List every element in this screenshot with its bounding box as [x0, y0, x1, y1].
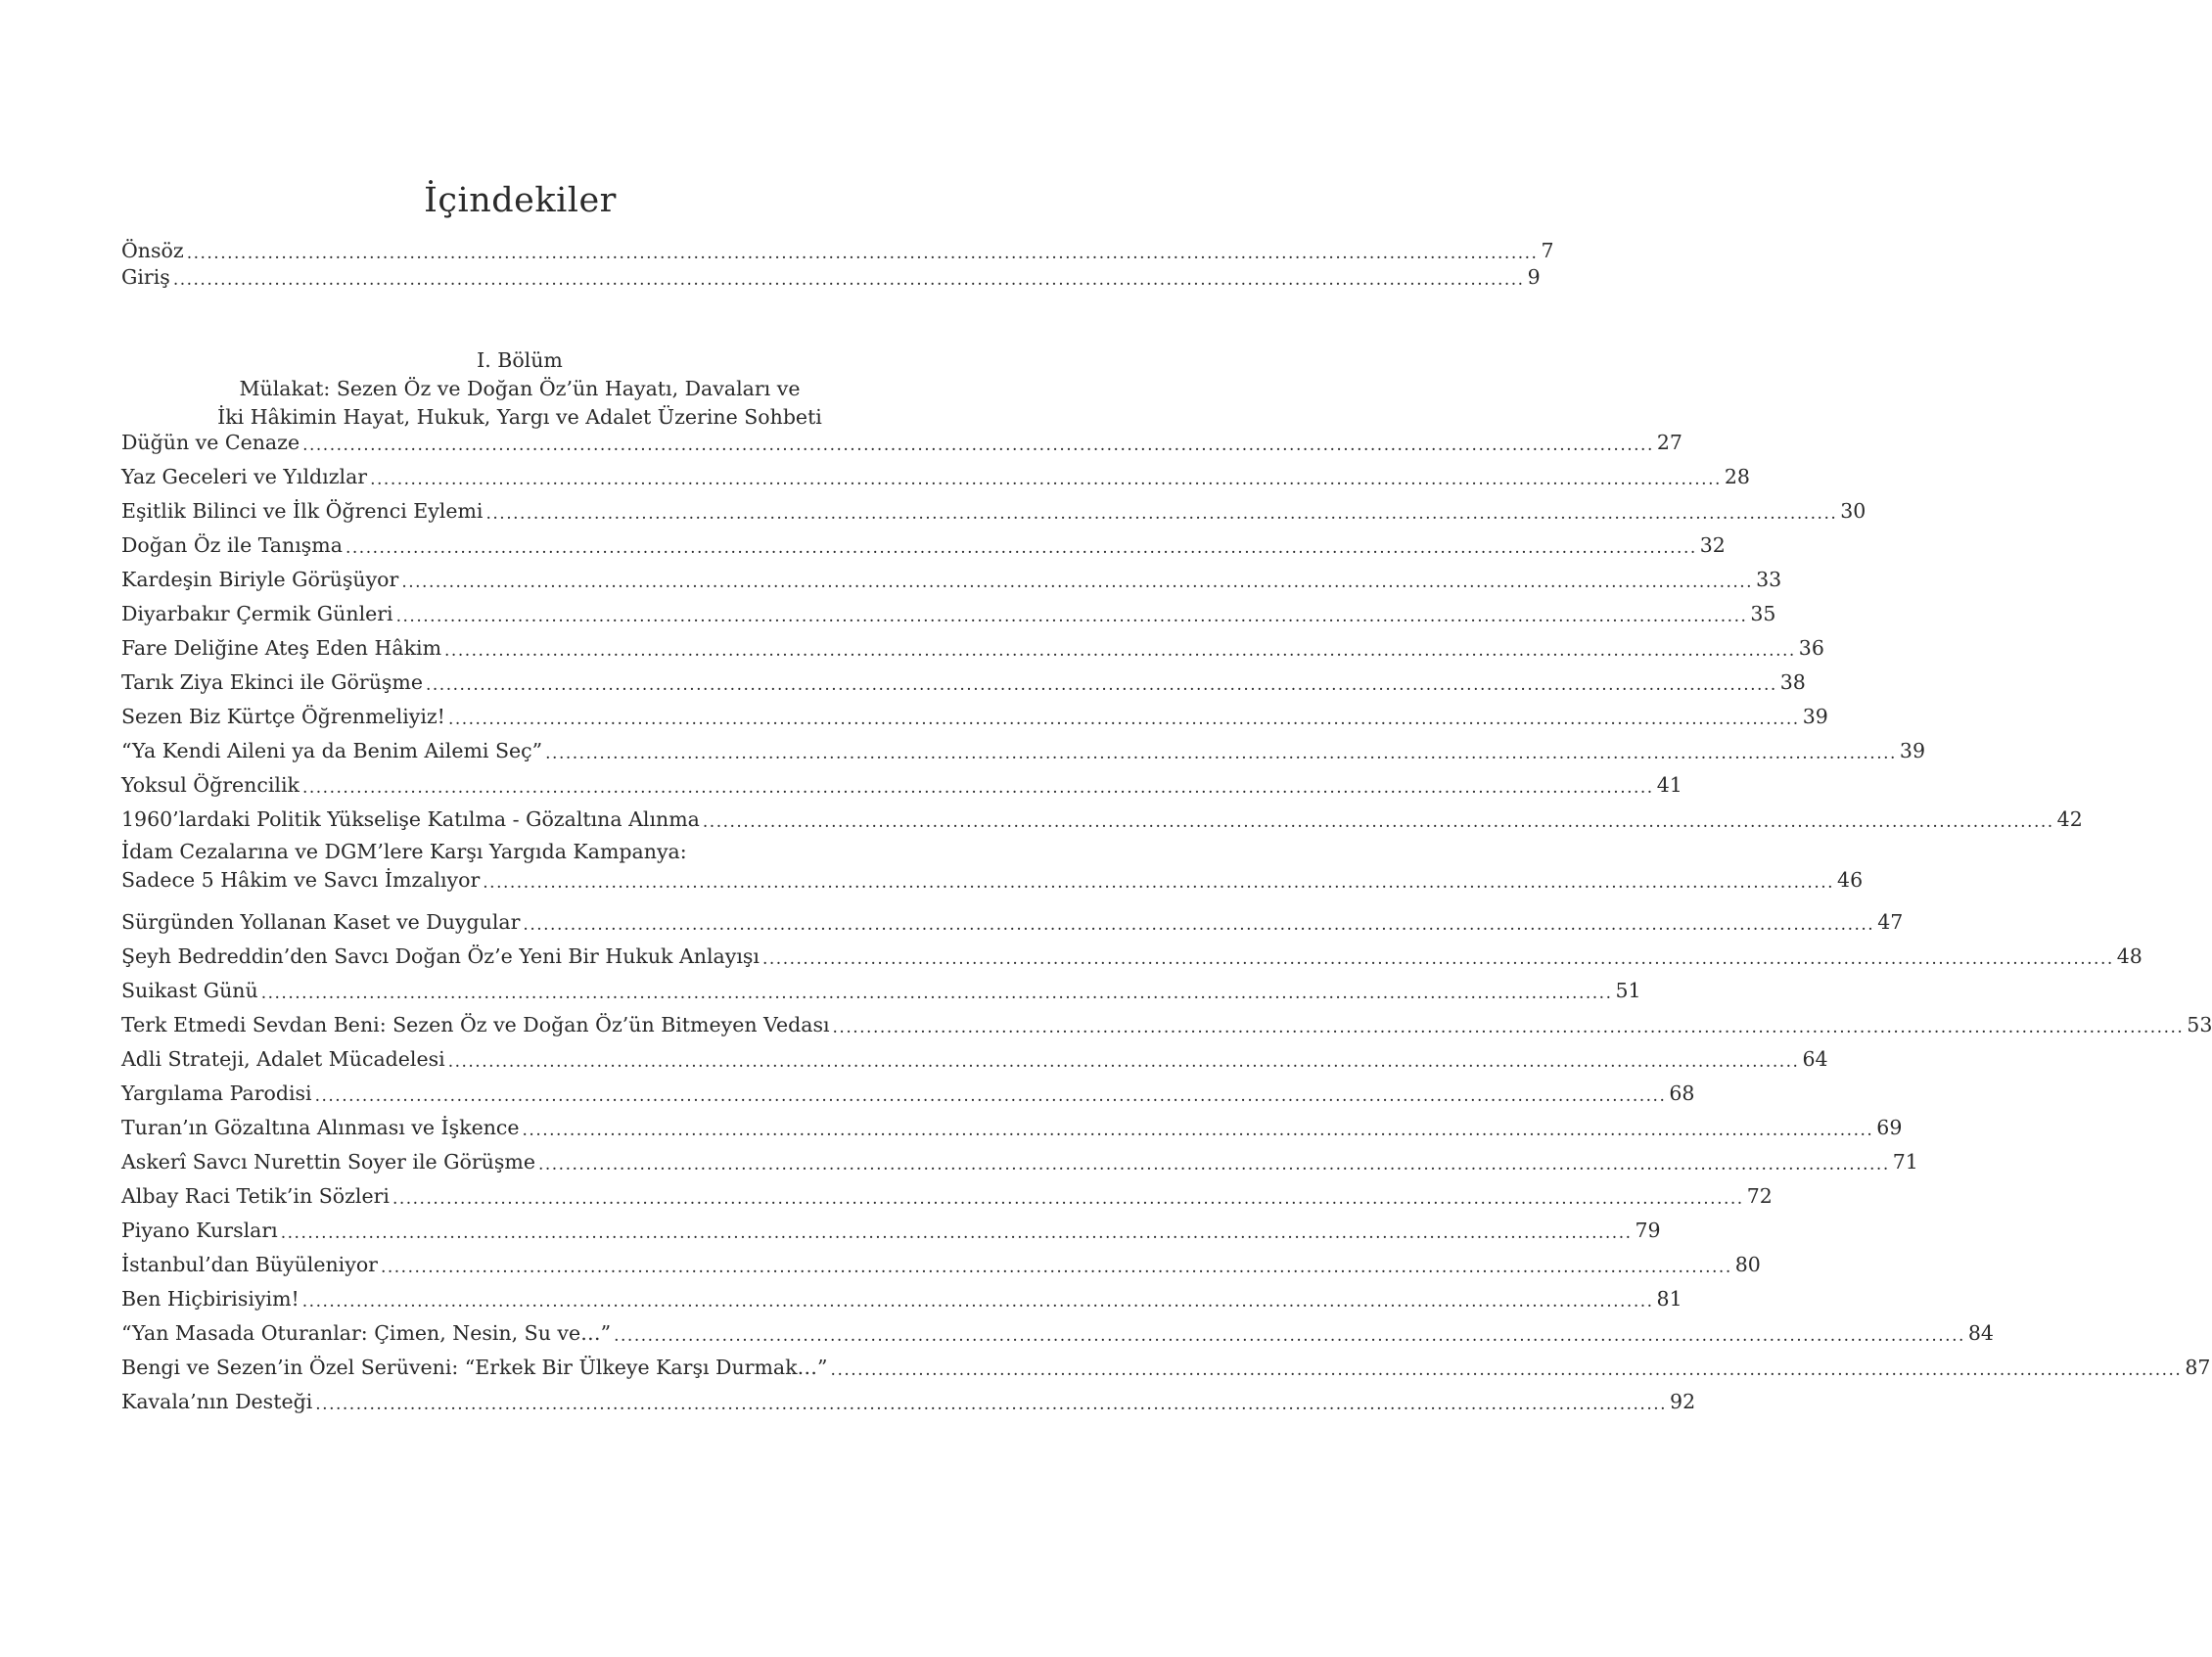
leader-dots: ........................................................................................................................................................................................................: [447, 709, 1800, 729]
leader-dots: ........................................................................................................................................................................................................: [345, 537, 1697, 558]
toc-entry-page: 41: [1656, 773, 1682, 798]
toc-entry-page: 51: [1615, 979, 1641, 1003]
toc-entry-page: 84: [1967, 1321, 1994, 1346]
toc-entry-label-line-1: İdam Cezalarına ve DGM’lere Karşı Yargıda Kampanya:: [121, 840, 687, 863]
toc-entry-label: Düğün ve Cenaze: [121, 431, 300, 455]
toc-entry[interactable]: [121, 1346, 2211, 1380]
toc-entry[interactable]: [121, 763, 1682, 798]
toc-entry[interactable]: [121, 489, 1866, 524]
toc-entry-label: Piyano Kursları: [121, 1219, 278, 1243]
toc-entry[interactable]: [121, 455, 1750, 489]
part-header: [121, 346, 918, 432]
toc-entry[interactable]: [121, 626, 1824, 661]
toc-entry-label: Doğan Öz ile Tanışma: [121, 533, 343, 558]
toc-entry-label: 1960’lardaki Politik Yükselişe Katılma - Gözaltına Alınma: [121, 807, 700, 832]
toc-entry-label: Sadece 5 Hâkim ve Savcı İmzalıyor: [121, 868, 481, 893]
toc-entry-page: 68: [1669, 1082, 1695, 1106]
toc-entry-page: 7: [1541, 239, 1554, 263]
leader-dots: ........................................................................................................................................................................................................: [395, 606, 1748, 626]
toc-entry[interactable]: [121, 729, 1925, 763]
toc-entry-label: “Yan Masada Oturanlar: Çimen, Nesin, Su ve…”: [121, 1321, 612, 1346]
toc-entry-label: Kavala’nın Desteği: [121, 1390, 313, 1414]
leader-dots: ........................................................................................................................................................................................................: [301, 1291, 1654, 1312]
toc-entry-label: Yargılama Parodisi: [121, 1082, 312, 1106]
leader-dots: ........................................................................................................................................................................................................: [485, 503, 1838, 524]
part-subtitle-line-1: Mülakat: Sezen Öz ve Doğan Öz’ün Hayatı, Davaları ve: [239, 377, 801, 400]
leader-dots: ........................................................................................................................................................................................................: [302, 435, 1654, 455]
toc-entry-label: Ben Hiçbirisiyim!: [121, 1287, 300, 1312]
leader-dots: ........................................................................................................................................................................................................: [260, 983, 1613, 1003]
toc-entry-label: Tarık Ziya Ekinci ile Görüşme: [121, 670, 423, 695]
toc-entry[interactable]: [121, 1312, 1994, 1346]
toc-entry-page: 9: [1527, 265, 1541, 290]
toc-entry-page: 69: [1876, 1116, 1903, 1140]
toc-entry[interactable]: [121, 1037, 1828, 1072]
toc-entry-onsoz[interactable]: [121, 238, 1554, 263]
toc-entry-label: Albay Raci Tetik’in Sözleri: [121, 1184, 390, 1209]
toc-entry[interactable]: [121, 1106, 1903, 1140]
leader-dots: ........................................................................................................................................................................................................: [401, 572, 1754, 592]
toc-entry-label: Suikast Günü: [121, 979, 258, 1003]
toc-entry[interactable]: [121, 421, 1682, 455]
toc-entry-label: “Ya Kendi Aileni ya da Benim Ailemi Seç”: [121, 739, 543, 763]
leader-dots: ........................................................................................................................................................................................................: [537, 1154, 1890, 1174]
toc-entry-label: Bengi ve Sezen’in Özel Serüveni: “Erkek Bir Ülkeye Karşı Durmak…”: [121, 1356, 828, 1380]
leader-dots: ........................................................................................................................................................................................................: [301, 777, 1654, 798]
leader-dots: ........................................................................................................................................................................................................: [392, 1188, 1744, 1209]
toc-entry[interactable]: [121, 798, 2083, 832]
leader-dots: ........................................................................................................................................................................................................: [523, 914, 1875, 935]
toc-entry-label: Terk Etmedi Sevdan Beni: Sezen Öz ve Doğan Öz’ün Bitmeyen Vedası: [121, 1013, 830, 1037]
toc-entry-label: Giriş: [121, 265, 170, 290]
chapter-list: [121, 421, 2212, 1414]
toc-entry-multiline[interactable]: [121, 840, 1864, 900]
toc-entry-page: 33: [1756, 568, 1782, 592]
front-matter-list: [121, 238, 1554, 290]
toc-entry-label: Eşitlik Bilinci ve İlk Öğrenci Eylemi: [121, 499, 484, 524]
toc-entry-label: Diyarbakır Çermik Günleri: [121, 602, 393, 626]
toc-entry-label: Sezen Biz Kürtçe Öğrenmeliyiz!: [121, 705, 445, 729]
toc-entry-label: Yoksul Öğrencilik: [121, 773, 300, 798]
leader-dots: ........................................................................................................................................................................................................: [370, 469, 1722, 489]
toc-entry-page: 87: [2185, 1356, 2211, 1380]
toc-entry-page: 28: [1724, 465, 1750, 489]
toc-entry-page: 39: [1899, 739, 1925, 763]
toc-entry-page: 53: [2187, 1013, 2212, 1037]
leader-dots: ........................................................................................................................................................................................................: [483, 872, 1835, 893]
toc-entry[interactable]: [121, 1140, 1918, 1174]
toc-entry[interactable]: [121, 1209, 1661, 1243]
leader-dots: ........................................................................................................................................................................................................: [832, 1017, 2185, 1037]
toc-entry[interactable]: [121, 1072, 1695, 1106]
toc-entry-label: İstanbul’dan Büyüleniyor: [121, 1253, 378, 1277]
leader-dots: ........................................................................................................................................................................................................: [186, 243, 1539, 263]
toc-entry-last-line: [121, 866, 1864, 893]
toc-entry[interactable]: [121, 558, 1782, 592]
leader-dots: ........................................................................................................................................................................................................: [280, 1222, 1633, 1243]
toc-entry[interactable]: [121, 524, 1726, 558]
page-title: İçindekiler: [424, 181, 617, 220]
leader-dots: ........................................................................................................................................................................................................: [172, 269, 1525, 290]
toc-entry[interactable]: [121, 695, 1828, 729]
leader-dots: ........................................................................................................................................................................................................: [447, 1051, 1800, 1072]
toc-entry[interactable]: [121, 900, 1904, 935]
leader-dots: ........................................................................................................................................................................................................: [545, 743, 1897, 763]
toc-entry-label: Askerî Savcı Nurettin Soyer ile Görüşme: [121, 1150, 535, 1174]
toc-entry-page: 30: [1840, 499, 1866, 524]
leader-dots: ........................................................................................................................................................................................................: [522, 1120, 1874, 1140]
toc-entry-label: Sürgünden Yollanan Kaset ve Duygular: [121, 910, 521, 935]
toc-entry-label: Yaz Geceleri ve Yıldızlar: [121, 465, 368, 489]
toc-entry-label: Fare Deliğine Ateş Eden Hâkim: [121, 636, 442, 661]
toc-entry-page: 47: [1877, 910, 1904, 935]
toc-entry-label: Şeyh Bedreddin’den Savcı Doğan Öz’e Yeni Bir Hukuk Anlayışı: [121, 944, 760, 969]
part-subtitle-line-2: İki Hâkimin Hayat, Hukuk, Yargı ve Adalet Üzerine Sohbeti: [217, 405, 822, 429]
toc-entry-label: Adli Strateji, Adalet Mücadelesi: [121, 1047, 445, 1072]
toc-entry-page: 36: [1798, 636, 1824, 661]
toc-entry-page: 72: [1746, 1184, 1773, 1209]
toc-entry-page: 79: [1635, 1219, 1661, 1243]
toc-entry[interactable]: [121, 1003, 2212, 1037]
toc-entry-label: Turan’ın Gözaltına Alınması ve İşkence: [121, 1116, 520, 1140]
toc-entry-label: Kardeşin Biriyle Görüşüyor: [121, 568, 399, 592]
toc-entry-page: 71: [1892, 1150, 1918, 1174]
leader-dots: ........................................................................................................................................................................................................: [444, 640, 1796, 661]
toc-entry-giris[interactable]: [121, 264, 1541, 290]
toc-entry-page: 64: [1802, 1047, 1828, 1072]
leader-dots: ........................................................................................................................................................................................................: [614, 1325, 1965, 1346]
toc-entry-page: 80: [1734, 1253, 1761, 1277]
toc-entry[interactable]: [121, 592, 1776, 626]
leader-dots: ........................................................................................................................................................................................................: [315, 1394, 1668, 1414]
toc-entry[interactable]: [121, 1277, 1682, 1312]
toc-entry-page: 42: [2056, 807, 2083, 832]
toc-entry-page: 35: [1750, 602, 1776, 626]
toc-entry[interactable]: [121, 969, 1641, 1003]
leader-dots: ........................................................................................................................................................................................................: [702, 811, 2054, 832]
toc-entry-page: 48: [2116, 944, 2143, 969]
toc-entry-page: 38: [1779, 670, 1806, 695]
toc-entry[interactable]: [121, 1174, 1773, 1209]
toc-entry-page: 46: [1837, 868, 1864, 893]
leader-dots: ........................................................................................................................................................................................................: [380, 1257, 1732, 1277]
leader-dots: ........................................................................................................................................................................................................: [426, 674, 1777, 695]
toc-entry[interactable]: [121, 661, 1806, 695]
toc-entry-page: 27: [1656, 431, 1682, 455]
toc-entry-page: 32: [1699, 533, 1726, 558]
toc-entry[interactable]: [121, 1380, 1696, 1414]
toc-entry[interactable]: [121, 935, 2143, 969]
toc-entry-page: 92: [1670, 1390, 1696, 1414]
part-number: I. Bölüm: [477, 348, 563, 372]
toc-entry-page: 81: [1656, 1287, 1682, 1312]
toc-entry[interactable]: [121, 1243, 1761, 1277]
leader-dots: ........................................................................................................................................................................................................: [761, 948, 2114, 969]
leader-dots: ........................................................................................................................................................................................................: [830, 1359, 2183, 1380]
leader-dots: ........................................................................................................................................................................................................: [314, 1085, 1667, 1106]
toc-entry-page: 39: [1802, 705, 1828, 729]
toc-entry-label: Önsöz: [121, 239, 184, 263]
